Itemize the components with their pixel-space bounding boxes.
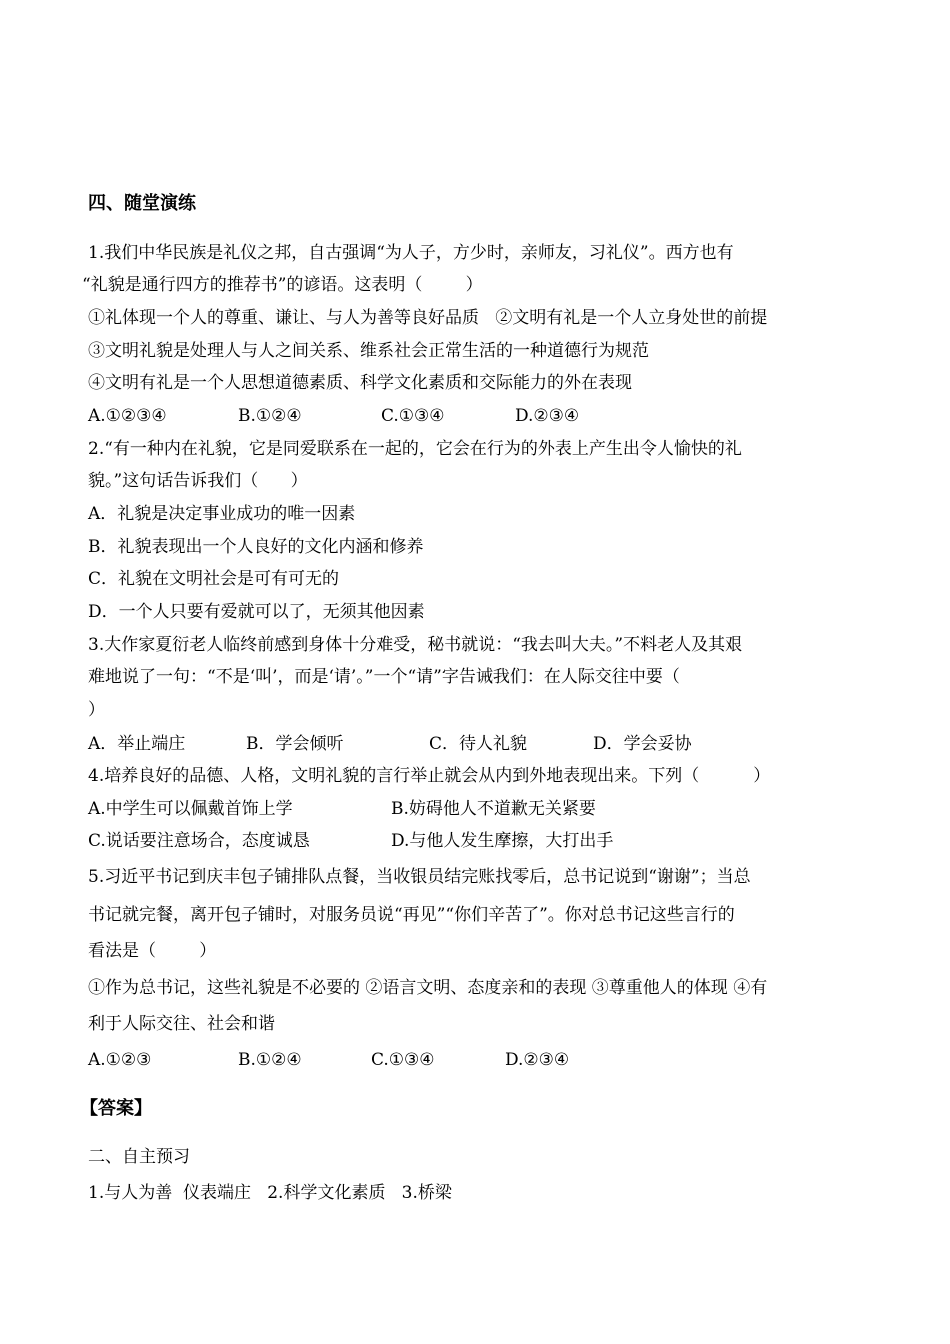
q2-line1: 2.“有一种内在礼貌，它是同爱联系在一起的，它会在行为的外表上产生出令人愉快的礼 (88, 439, 742, 459)
q5-line1: 5.习近平书记到庆丰包子铺排队点餐，当收银员结完账找零后，总书记说到“谢谢”；当总 (88, 867, 751, 887)
q1-line1: 1.我们中华民族是礼仪之邦，自古强调“为人子，方少时，亲师友，习礼仪”。西方也有 (88, 243, 734, 263)
q5-line2: 书记就完餐，离开包子铺时，对服务员说“再见”“你们辛苦了”。你对总书记这些言行的 (88, 905, 735, 925)
answer-title: 【答案】 (80, 1098, 152, 1119)
q5-option-b: B.①②④ (238, 1050, 302, 1070)
q4-option-d: D.与他人发生摩擦，大打出手 (391, 831, 614, 851)
section-title: 四、随堂演练 (88, 193, 196, 214)
q3-option-d: D．学会妥协 (593, 734, 692, 754)
q1-option-c: C.①③④ (381, 406, 445, 426)
q1-option-a: A.①②③④ (88, 406, 167, 426)
q3-option-c: C．待人礼貌 (429, 734, 528, 754)
q2-option-c: C．礼貌在文明社会是可有可无的 (88, 569, 340, 589)
q3-option-a: A．举止端庄 (88, 734, 186, 754)
q5-item2: 利于人际交往、社会和谐 (88, 1014, 275, 1034)
q4-line1: 4.培养良好的品德、人格，文明礼貌的言行举止就会从内到外地表现出来。下列（ ） (88, 766, 771, 786)
q1-item3: ④文明有礼是一个人思想道德素质、科学文化素质和交际能力的外在表现 (88, 373, 632, 393)
q2-option-a: A．礼貌是决定事业成功的唯一因素 (88, 504, 356, 524)
q3-line1: 3.大作家夏衍老人临终前感到身体十分难受，秘书就说：“我去叫大夫。”不料老人及其艰 (88, 635, 743, 655)
q5-line3: 看法是（ ） (88, 941, 217, 961)
q4-option-c: C.说话要注意场合，态度诚恳 (88, 831, 310, 851)
q2-option-d: D．一个人只要有爱就可以了，无须其他因素 (88, 602, 425, 622)
q4-option-a: A.中学生可以佩戴首饰上学 (88, 799, 293, 819)
q2-line2: 貌。”这句话告诉我们（ ） (88, 471, 308, 491)
q4-option-b: B.妨碍他人不道歉无关紧要 (391, 799, 596, 819)
answer-line: 1.与人为善 仪表端庄 2.科学文化素质 3.桥梁 (88, 1183, 452, 1203)
q5-option-c: C.①③④ (371, 1050, 435, 1070)
q3-option-b: B．学会倾听 (246, 734, 344, 754)
q3-line2: 难地说了一句：“不是‘叫’，而是‘请’。”一个“请”字告诫我们：在人际交往中要（ (88, 667, 680, 687)
q5-item1: ①作为总书记，这些礼貌是不必要的 ②语言文明、态度亲和的表现 ③尊重他人的体现 ④有 (88, 978, 768, 998)
q1-option-d: D.②③④ (515, 406, 580, 426)
q5-option-a: A.①②③ (88, 1050, 152, 1070)
q1-line2: “礼貌是通行四方的推荐书”的谚语。这表明（ ） (82, 275, 483, 295)
q5-option-d: D.②③④ (505, 1050, 570, 1070)
q1-option-b: B.①②④ (238, 406, 302, 426)
q3-line3: ） (88, 700, 105, 720)
q2-option-b: B．礼貌表现出一个人良好的文化内涵和修养 (88, 537, 424, 557)
answer-section: 二、自主预习 (88, 1147, 190, 1167)
q1-item2: ③文明礼貌是处理人与人之间关系、维系社会正常生活的一种道德行为规范 (88, 341, 649, 361)
q1-item1: ①礼体现一个人的尊重、谦让、与人为善等良好品质 ②文明有礼是一个人立身处世的前提 (88, 308, 768, 328)
